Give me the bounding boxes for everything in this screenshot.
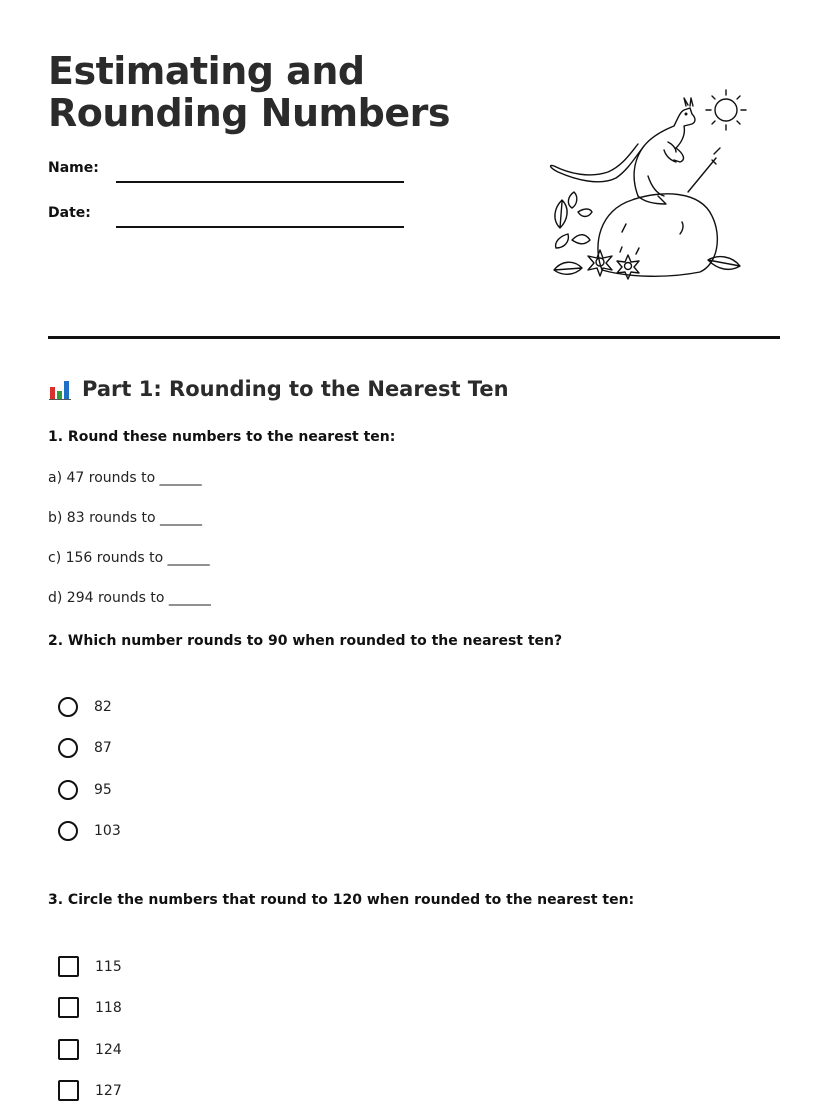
section-divider — [48, 336, 780, 339]
name-label: Name: — [48, 160, 99, 176]
option-label: 127 — [95, 1082, 122, 1099]
bar-chart-icon — [48, 377, 72, 401]
option-label: 82 — [94, 699, 112, 715]
option-label: 103 — [94, 823, 121, 839]
question-1-text: 1. Round these numbers to the nearest ten: — [48, 429, 396, 445]
radio-button[interactable] — [58, 780, 78, 800]
option-label: 115 — [95, 958, 122, 975]
page-title: Estimating and Rounding Numbers — [48, 49, 450, 135]
name-field[interactable] — [116, 181, 404, 183]
part1-title: Part 1: Rounding to the Nearest Ten — [82, 377, 509, 401]
question-3-text: 3. Circle the numbers that round to 120 when rounded to the nearest ten: — [48, 892, 635, 908]
part1-heading — [48, 374, 509, 404]
question-2-text: 2. Which number rounds to 90 when rounded to the nearest ten? — [48, 633, 563, 649]
question-3-option[interactable] — [58, 1080, 122, 1101]
sun-icon — [706, 90, 746, 130]
checkbox[interactable] — [58, 956, 79, 977]
option-label: 87 — [94, 740, 112, 756]
date-field[interactable] — [116, 226, 404, 228]
radio-button[interactable] — [58, 697, 78, 717]
option-label: 118 — [95, 999, 122, 1016]
question-2-option[interactable] — [58, 738, 112, 758]
option-label: 95 — [94, 782, 112, 798]
question-1-item-d: d) 294 rounds to ______ — [48, 590, 211, 606]
checkbox[interactable] — [58, 1039, 79, 1060]
radio-button[interactable] — [58, 821, 78, 841]
question-1-item-b: b) 83 rounds to ______ — [48, 510, 202, 526]
question-3-option[interactable] — [58, 997, 122, 1018]
question-2-option[interactable] — [58, 821, 121, 841]
checkbox[interactable] — [58, 997, 79, 1018]
question-3-option[interactable] — [58, 956, 122, 977]
checkbox[interactable] — [58, 1080, 79, 1101]
question-2-option[interactable] — [58, 780, 112, 800]
radio-button[interactable] — [58, 738, 78, 758]
question-2-option[interactable] — [58, 697, 112, 717]
question-1-item-c: c) 156 rounds to ______ — [48, 550, 210, 566]
kangaroo-illustration — [540, 84, 752, 284]
date-label: Date: — [48, 205, 91, 221]
question-3-option[interactable] — [58, 1039, 122, 1060]
question-1-item-a: a) 47 rounds to ______ — [48, 470, 202, 486]
option-label: 124 — [95, 1041, 122, 1058]
